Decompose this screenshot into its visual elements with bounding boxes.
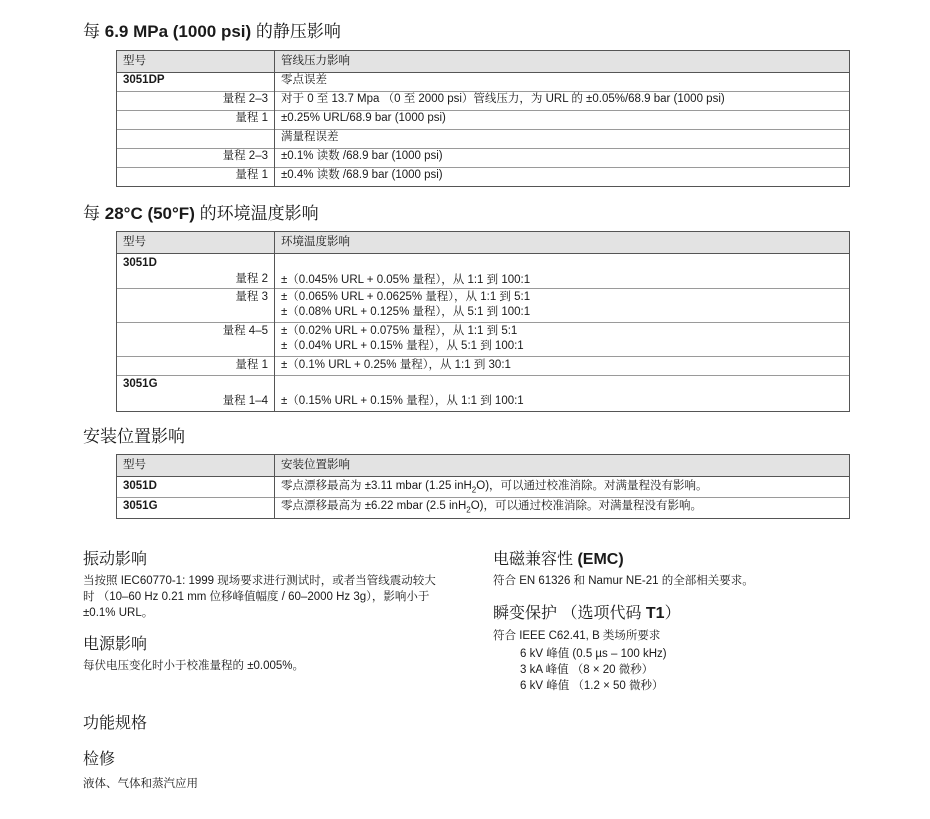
range-cell: 量程 2–3 — [117, 149, 275, 168]
service-title: 检修 — [83, 751, 116, 768]
header-effect: 安装位置影响 — [275, 455, 850, 477]
power-title: 电源影响 — [83, 636, 148, 653]
table-row — [117, 376, 850, 412]
subscript: 2 — [466, 505, 471, 515]
effect-block — [275, 323, 850, 357]
effect-cell: ±（0.04% URL + 0.15% 量程），从 5:1 到 100:1 — [281, 340, 524, 352]
table-header — [117, 455, 850, 477]
model-cell: 3051G — [123, 378, 158, 390]
header-model: 型号 — [117, 232, 275, 254]
power-text: 每伏电压变化时小于校准量程的 ±0.005%。 — [83, 660, 305, 672]
range-cell: 量程 2–3 — [117, 92, 275, 111]
table-row — [117, 168, 850, 187]
effect-text: O)，可以通过校准消除。对满量程没有影响。 — [476, 480, 708, 492]
effect-cell: ±（0.02% URL + 0.075% 量程），从 1:1 到 5:1 — [281, 325, 518, 337]
table-row — [117, 289, 850, 323]
range-cell: 量程 1–4 — [222, 395, 268, 407]
effect-block — [275, 376, 850, 412]
table-row — [117, 92, 850, 111]
transient-title: 瞬变保护 （选项代码 T1） — [493, 605, 681, 622]
ambient-temp-title: 每 28°C (50°F) 的环境温度影响 — [83, 204, 319, 223]
effect-cell — [275, 477, 850, 498]
model-cell: 3051D — [123, 257, 157, 269]
emc-title: 电磁兼容性 (EMC) — [493, 551, 624, 568]
model-block — [117, 254, 275, 289]
static-pressure-table — [116, 50, 850, 187]
transient-list — [520, 646, 667, 694]
mounting-table — [116, 454, 850, 519]
header-effect: 环境温度影响 — [275, 232, 850, 254]
list-item: 3 kA 峰值 （8 × 20 微秒） — [520, 664, 654, 676]
range-cell: 量程 1 — [117, 357, 275, 376]
table-row — [117, 130, 850, 149]
mounting-title: 安装位置影响 — [83, 427, 185, 446]
effect-cell: 零点误差 — [275, 73, 850, 92]
range-cell: 量程 3 — [117, 289, 275, 323]
effect-cell: 对于 0 至 13.7 Mpa （0 至 2000 psi）管线压力，为 URL 的 ±0.05%/68.9 bar (1000 psi) — [275, 92, 850, 111]
range-cell: 量程 1 — [117, 168, 275, 187]
effect-cell — [275, 498, 850, 518]
effect-block — [275, 289, 850, 323]
table-row — [117, 73, 850, 92]
effect-cell: ±（0.08% URL + 0.125% 量程），从 5:1 到 100:1 — [281, 306, 531, 318]
transient-text: 符合 IEEE C62.41, B 类场所要求 — [493, 630, 661, 642]
list-item: 6 kV 峰值 （1.2 × 50 微秒） — [520, 680, 664, 692]
table-row — [117, 323, 850, 357]
range-cell — [117, 130, 275, 149]
effect-cell: ±（0.1% URL + 0.25% 量程），从 1:1 到 30:1 — [275, 357, 850, 376]
vibration-text: 当按照 IEC60770-1: 1999 现场要求进行测试时，或者当管线震动较大时 （10–60 Hz 0.21 mm 位移峰值幅度 / 60–2000 Hz 3g），影响小于 ±0.1% URL。 — [83, 575, 436, 619]
effect-block — [275, 254, 850, 289]
subscript: 2 — [471, 485, 477, 495]
range-cell: 量程 2 — [235, 273, 268, 285]
range-cell: 量程 1 — [117, 111, 275, 130]
model-block — [117, 376, 275, 412]
effect-cell: ±（0.15% URL + 0.15% 量程），从 1:1 到 100:1 — [281, 395, 524, 407]
header-model: 型号 — [117, 455, 275, 477]
model-cell: 3051DP — [117, 73, 275, 92]
effect-text: 零点漂移最高为 ±6.22 mbar (2.5 inH — [281, 500, 467, 513]
table-header — [117, 232, 850, 254]
table-row — [117, 477, 850, 498]
table-header — [117, 51, 850, 73]
list-item: 6 kV 峰值 (0.5 µs – 100 kHz) — [520, 648, 667, 660]
ambient-temp-table — [116, 231, 850, 412]
effect-text: O)，可以通过校准消除。对满量程没有影响。 — [470, 500, 702, 513]
effect-text: 零点漂移最高为 ±3.11 mbar (1.25 inH — [281, 480, 472, 492]
vibration-title: 振动影响 — [83, 551, 148, 568]
model-cell: 3051D — [117, 477, 275, 498]
table-row — [117, 149, 850, 168]
range-cell: 量程 4–5 — [117, 323, 275, 357]
effect-cell: ±0.1% 读数 /68.9 bar (1000 psi) — [275, 149, 850, 168]
effect-cell: 满量程误差 — [275, 130, 850, 149]
header-model: 型号 — [117, 51, 275, 73]
functional-title: 功能规格 — [83, 715, 148, 732]
table-row — [117, 111, 850, 130]
service-text: 液体、气体和蒸汽应用 — [83, 778, 198, 790]
effect-cell: ±0.25% URL/68.9 bar (1000 psi) — [275, 111, 850, 130]
effect-cell: ±0.4% 读数 /68.9 bar (1000 psi) — [275, 168, 850, 187]
effect-cell: ±（0.045% URL + 0.05% 量程），从 1:1 到 100:1 — [281, 274, 531, 286]
effect-cell: ±（0.065% URL + 0.0625% 量程），从 1:1 到 5:1 — [281, 291, 531, 303]
header-effect: 管线压力影响 — [275, 51, 850, 73]
table-row — [117, 498, 850, 518]
model-cell: 3051G — [117, 498, 275, 518]
static-pressure-title: 每 6.9 MPa (1000 psi) 的静压影响 — [83, 22, 341, 41]
emc-text: 符合 EN 61326 和 Namur NE-21 的全部相关要求。 — [493, 575, 754, 587]
table-row — [117, 357, 850, 376]
table-row — [117, 254, 850, 289]
